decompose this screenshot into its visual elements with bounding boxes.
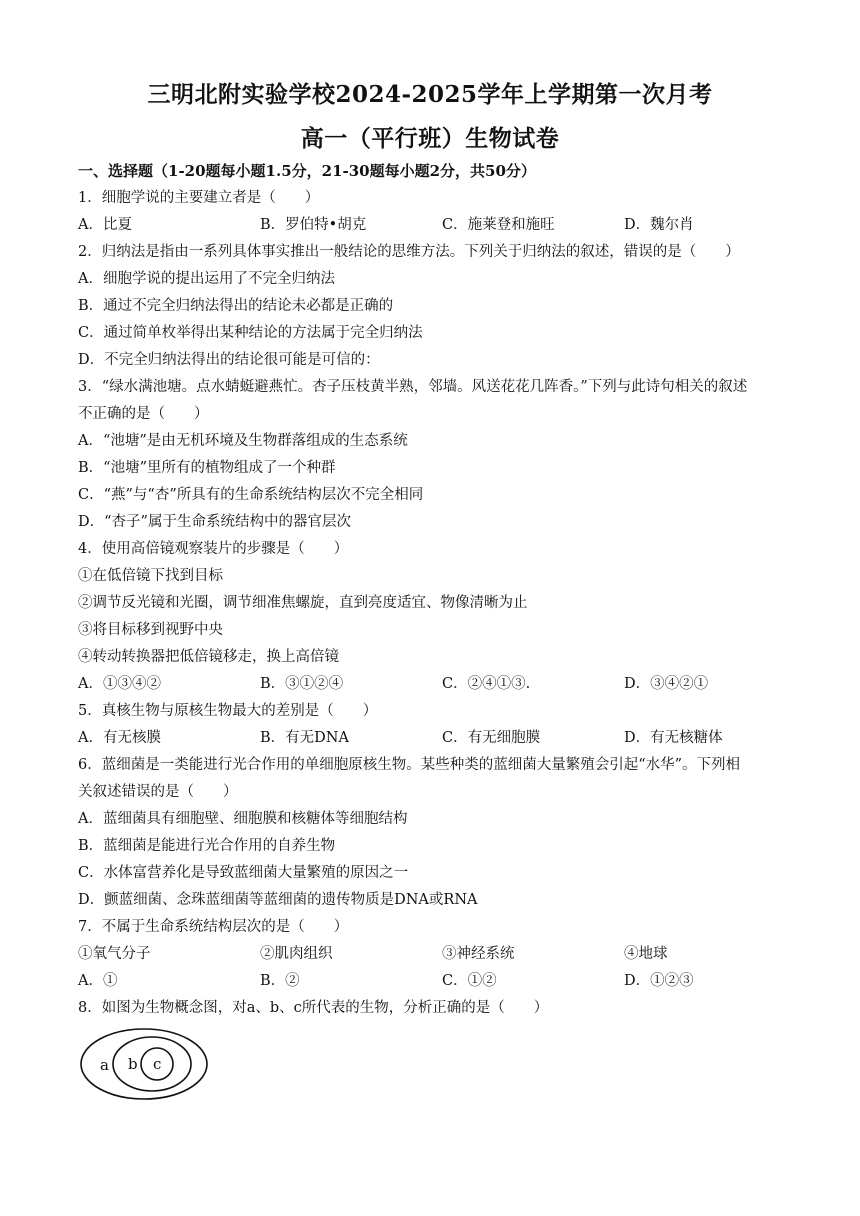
option-c: C．①② (442, 973, 497, 989)
option-d: D．颤蓝细菌、念珠蓝细菌等蓝细菌的遗传物质是DNA或RNA (78, 892, 478, 908)
option-b: B．③①②④ (260, 676, 344, 692)
item-3: ③神经系统 (442, 946, 515, 962)
option-d: D．③④②① (624, 676, 709, 692)
middle-ellipse-b (113, 1037, 191, 1091)
option-c: C．有无细胞膜 (442, 730, 541, 746)
question-7-options (78, 971, 778, 991)
item-4: ④地球 (624, 946, 668, 962)
question-8-stem: 8．如图为生物概念图，对a、b、c所代表的生物，分析正确的是（ ） (78, 1000, 549, 1016)
option-a: A．比夏 (78, 217, 132, 233)
question-3-stem-line2: 不正确的是（ ） (78, 406, 209, 422)
question-4-options (78, 674, 778, 694)
option-d: D．有无核糖体 (624, 730, 723, 746)
step-4: ④转动转换器把低倍镜移走，换上高倍镜 (78, 649, 339, 665)
step-3: ③将目标移到视野中央 (78, 622, 223, 638)
label-a: a (100, 1056, 109, 1074)
option-d: D．“杏子”属于生命系统结构中的器官层次 (78, 514, 351, 530)
option-a: A．“池塘”是由无机环境及生物群落组成的生态系统 (78, 433, 408, 449)
option-c: C．水体富营养化是导致蓝细菌大量繁殖的原因之一 (78, 865, 409, 881)
option-d: D．不完全归纳法得出的结论很可能是可信的： (78, 352, 380, 368)
question-1-stem: 1．细胞学说的主要建立者是（ ） (78, 190, 320, 206)
option-b: B．蓝细菌是能进行光合作用的自养生物 (78, 838, 336, 854)
question-5-stem: 5．真核生物与原核生物最大的差别是（ ） (78, 703, 378, 719)
option-c: C．②④①③. (442, 676, 531, 692)
option-c: C．“燕”与“杏”所具有的生命系统结构层次不完全相同 (78, 487, 424, 503)
step-1: ①在低倍镜下找到目标 (78, 568, 223, 584)
exam-title-line1: 三明北附实验学校2024-2025学年上学期第一次月考 (147, 81, 713, 108)
option-c: C．通过简单枚举得出某种结论的方法属于完全归纳法 (78, 325, 423, 341)
option-b: B．有无DNA (260, 730, 349, 746)
section-heading: 一、选择题（1-20题每小题1.5分，21-30题每小题2分，共50分） (78, 162, 536, 180)
exam-title-line2: 高一（平行班）生物试卷 (300, 125, 560, 152)
option-a: A．蓝细菌具有细胞壁、细胞膜和核糖体等细胞结构 (78, 811, 408, 827)
item-2: ②肌肉组织 (260, 946, 333, 962)
option-a: A．细胞学说的提出运用了不完全归纳法 (78, 271, 335, 287)
question-2-stem: 2．归纳法是指由一系列具体事实推出一般结论的思维方法。下列关于归纳法的叙述，错误的是（ ） (78, 244, 740, 260)
concept-diagram (78, 1022, 214, 1102)
option-a: A．有无核膜 (78, 730, 161, 746)
option-b: B．“池塘”里所有的植物组成了一个种群 (78, 460, 336, 476)
option-d: D．①②③ (624, 973, 694, 989)
item-1: ①氧气分子 (78, 946, 151, 962)
question-6-stem-line1: 6．蓝细菌是一类能进行光合作用的单细胞原核生物。某些种类的蓝细菌大量繁殖会引起“水华”。下列相 (78, 757, 741, 773)
question-7-stem: 7．不属于生命系统结构层次的是（ ） (78, 919, 349, 935)
option-b: B．通过不完全归纳法得出的结论未必都是正确的 (78, 298, 394, 314)
question-3-stem-line1: 3．“绿水满池塘。点水蜻蜓避燕忙。杏子压枝黄半熟，邻墙。风送花花几阵香。”下列与此诗句相关的叙述 (78, 379, 748, 395)
question-6-stem-line2: 关叙述错误的是（ ） (78, 784, 238, 800)
option-a: A．① (78, 973, 118, 989)
option-b: B．罗伯特•胡克 (260, 217, 367, 233)
option-c: C．施莱登和施旺 (442, 217, 555, 233)
question-4-stem: 4．使用高倍镜观察装片的步骤是（ ） (78, 541, 349, 557)
label-b: b (128, 1055, 138, 1073)
option-b: B．② (260, 973, 300, 989)
label-c: c (153, 1055, 162, 1073)
step-2: ②调节反光镜和光圈，调节细准焦螺旋，直到亮度适宜、物像清晰为止 (78, 595, 528, 611)
option-d: D．魏尔肖 (624, 217, 694, 233)
question-5-options (78, 728, 778, 748)
question-7-items (78, 944, 778, 964)
option-a: A．①③④② (78, 676, 161, 692)
question-1-options (78, 215, 778, 235)
